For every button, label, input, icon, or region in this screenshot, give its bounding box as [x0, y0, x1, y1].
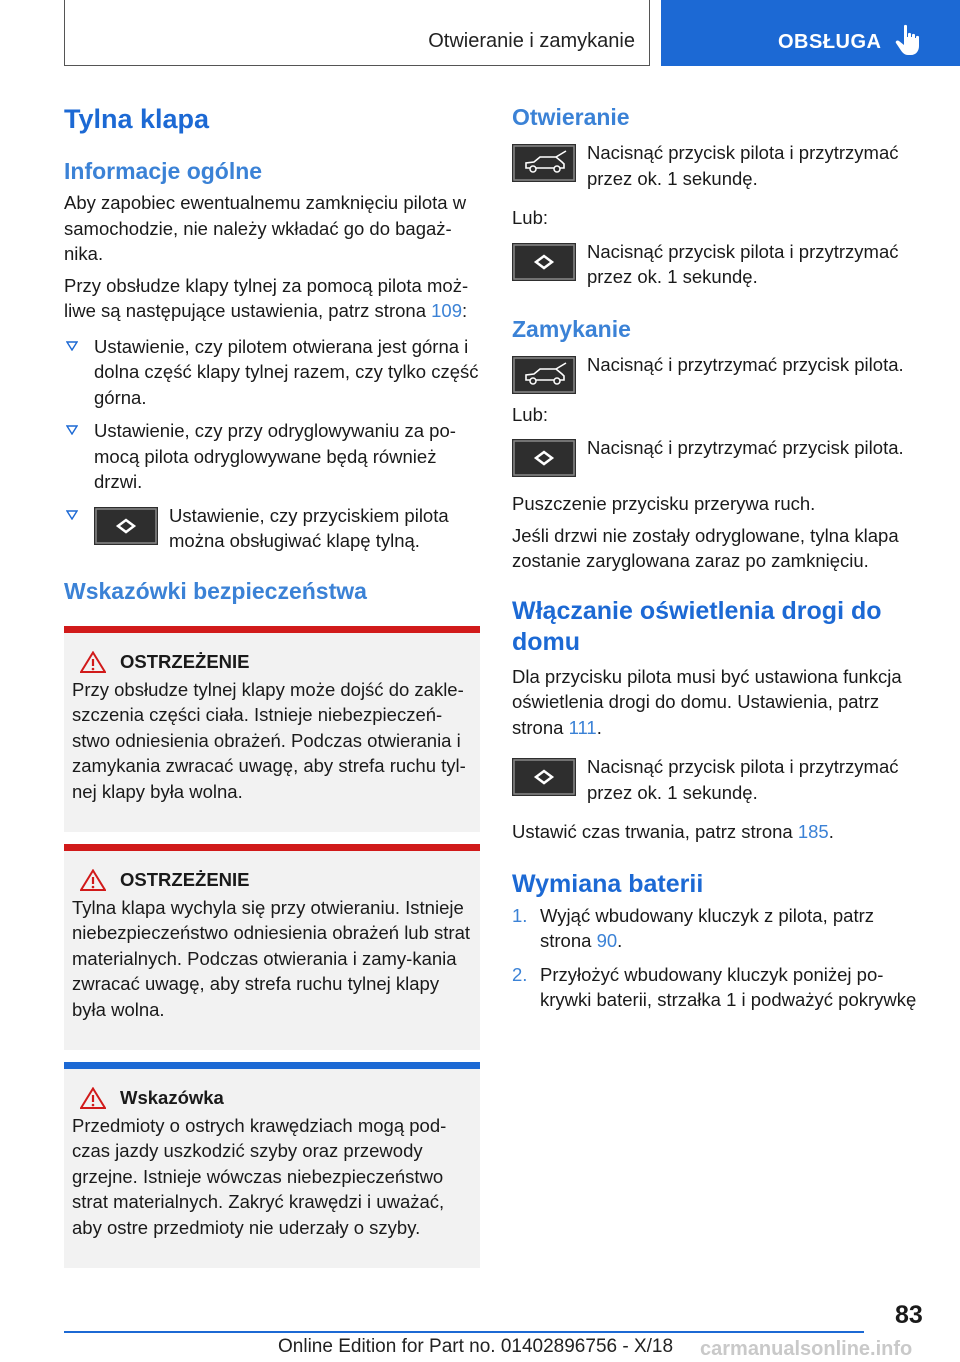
triangle-bullet-icon	[66, 341, 78, 351]
page-link-185[interactable]: 185	[797, 821, 829, 842]
numbered-step: 2. Przyłożyć wbudowany kluczyk poniżej po-krywki baterii, strzałka 1 i podważyć pokrywkę	[512, 963, 917, 1010]
footer-edition: Online Edition for Part no. 01402896756 - X/18	[278, 1336, 674, 1357]
general-paragraph-2: Przy obsłudze klapy tylnej za pomocą pilota moż-liwe są następujące ustawienia, patrz strona 109:	[64, 274, 469, 321]
warning-title: OSTRZEŻENIE	[120, 868, 250, 890]
warning-triangle-icon	[80, 869, 106, 891]
footer-divider	[64, 1331, 864, 1333]
header-chapter-tab	[661, 0, 960, 66]
car-remote-button-icon	[512, 144, 576, 182]
close-heading: Zamykanie	[512, 315, 631, 342]
general-paragraph-1: Aby zapobiec ewentualnemu zamknięciu pilota w samochodzie, nie należy wkładać go do bagaż-nika.	[64, 192, 467, 264]
bullet-item: Ustawienie, czy przy odryglowywaniu za po-mocą pilota odryglowywane będą również drzwi.	[64, 418, 480, 495]
header-section-box	[64, 0, 650, 66]
warning-text: Przy obsłudze tylnej klapy może dojść do zakle-szczenia części ciała. Istnieje niebezpieczeń-stwo odniesienia obrażeń. Podczas otwierania i zamykania zwracać uwagę, aby strefa ruchu tyl-nej klapy była wolna.	[72, 678, 466, 802]
instruction-row	[512, 754, 922, 805]
remote-button-icon	[512, 758, 576, 796]
light-paragraph-1: Dla przycisku pilota musi być ustawiona funkcja oświetlenia drogi do domu. Ustawienia, patrz strona 111.	[512, 665, 902, 738]
close-step-1: Nacisnąć i przytrzymać przycisk pilota.	[587, 353, 904, 375]
light-heading: Włączanie oświetlenia drogi do domu	[512, 596, 882, 656]
warning-text: Tylna klapa wychyla się przy otwieraniu. Istnieje niebezpieczeństwo odniesienia obrażeń lub strat materialnych. Podczas otwierania i zamy-kania zwracać uwagę, aby strefa ruchu tylnej klapy była wolna.	[72, 896, 471, 1020]
page-number: 83	[895, 1301, 923, 1329]
instruction-row	[512, 352, 922, 394]
warning-triangle-icon	[80, 1087, 106, 1109]
open-heading: Otwieranie	[512, 104, 630, 130]
warning-title: OSTRZEŻENIE	[120, 650, 250, 672]
page-link-90[interactable]: 90	[596, 930, 618, 951]
pointing-hand-icon	[895, 24, 921, 56]
instruction-row	[512, 435, 922, 477]
warning-triangle-icon	[80, 651, 106, 673]
triangle-bullet-icon	[66, 425, 78, 435]
or-text: Lub:	[512, 403, 549, 425]
general-heading: Informacje ogólne	[64, 158, 263, 184]
header-section-title: Otwieranie i zamykanie	[428, 30, 635, 52]
remote-button-icon	[512, 439, 576, 477]
close-step-2: Nacisnąć i przytrzymać przycisk pilota.	[587, 437, 904, 458]
battery-heading: Wymiana baterii	[512, 869, 704, 898]
bullet-item: Ustawienie, czy przyciskiem pilota można obsługiwać klapę tylną.	[64, 503, 480, 554]
open-step-1: Nacisnąć przycisk pilota i przytrzymać przez ok. 1 sekundę.	[587, 142, 899, 189]
page-link-109[interactable]: 109	[431, 300, 462, 321]
safety-heading: Wskazówki bezpieczeństwa	[64, 577, 367, 604]
remote-button-icon	[512, 243, 576, 281]
header-chapter-title: OBSŁUGA	[778, 31, 882, 53]
note-box	[64, 1062, 480, 1268]
car-remote-button-icon	[512, 356, 576, 394]
numbered-step: 1. Wyjąć wbudowany kluczyk z pilota, patrz strona 90.	[512, 904, 874, 951]
instruction-row	[512, 239, 922, 290]
or-text: Lub:	[512, 207, 549, 228]
bullet-item: Ustawienie, czy pilotem otwierana jest górna i dolna część klapy tylnej razem, czy tylko część górna.	[64, 334, 480, 411]
page-title: Tylna klapa	[64, 104, 210, 134]
watermark: carmanualsonline.info	[700, 1338, 913, 1360]
close-paragraph-1: Puszczenie przycisku przerywa ruch.	[512, 493, 816, 514]
left-column	[64, 100, 480, 1268]
close-paragraph-2: Jeśli drzwi nie zostały odryglowane, tylna klapa zostanie zaryglowana zaraz po zamknięciu.	[512, 524, 899, 571]
warning-box	[64, 626, 480, 832]
right-column	[512, 100, 922, 1013]
open-step-2: Nacisnąć przycisk pilota i przytrzymać przez ok. 1 sekundę.	[587, 240, 899, 287]
instruction-row	[512, 140, 922, 191]
note-text: Przedmioty o ostrych krawędziach mogą pod-czas jazdy uszkodzić szyby oraz przewody grzejne. Istnieje wówczas niebezpieczeństwo strat materialnych. Zakryć krawędzi i uważać, aby ostre przedmioty nie uderzały o szyby.	[72, 1114, 447, 1238]
light-paragraph-2: Ustawić czas trwania, patrz strona 185.	[512, 821, 834, 842]
note-title: Wskazówka	[120, 1086, 224, 1108]
page-link-111[interactable]: 111	[568, 716, 597, 738]
warning-box	[64, 844, 480, 1050]
remote-button-icon	[94, 507, 158, 545]
triangle-bullet-icon	[66, 510, 78, 520]
light-step: Nacisnąć przycisk pilota i przytrzymać przez ok. 1 sekundę.	[587, 756, 899, 803]
